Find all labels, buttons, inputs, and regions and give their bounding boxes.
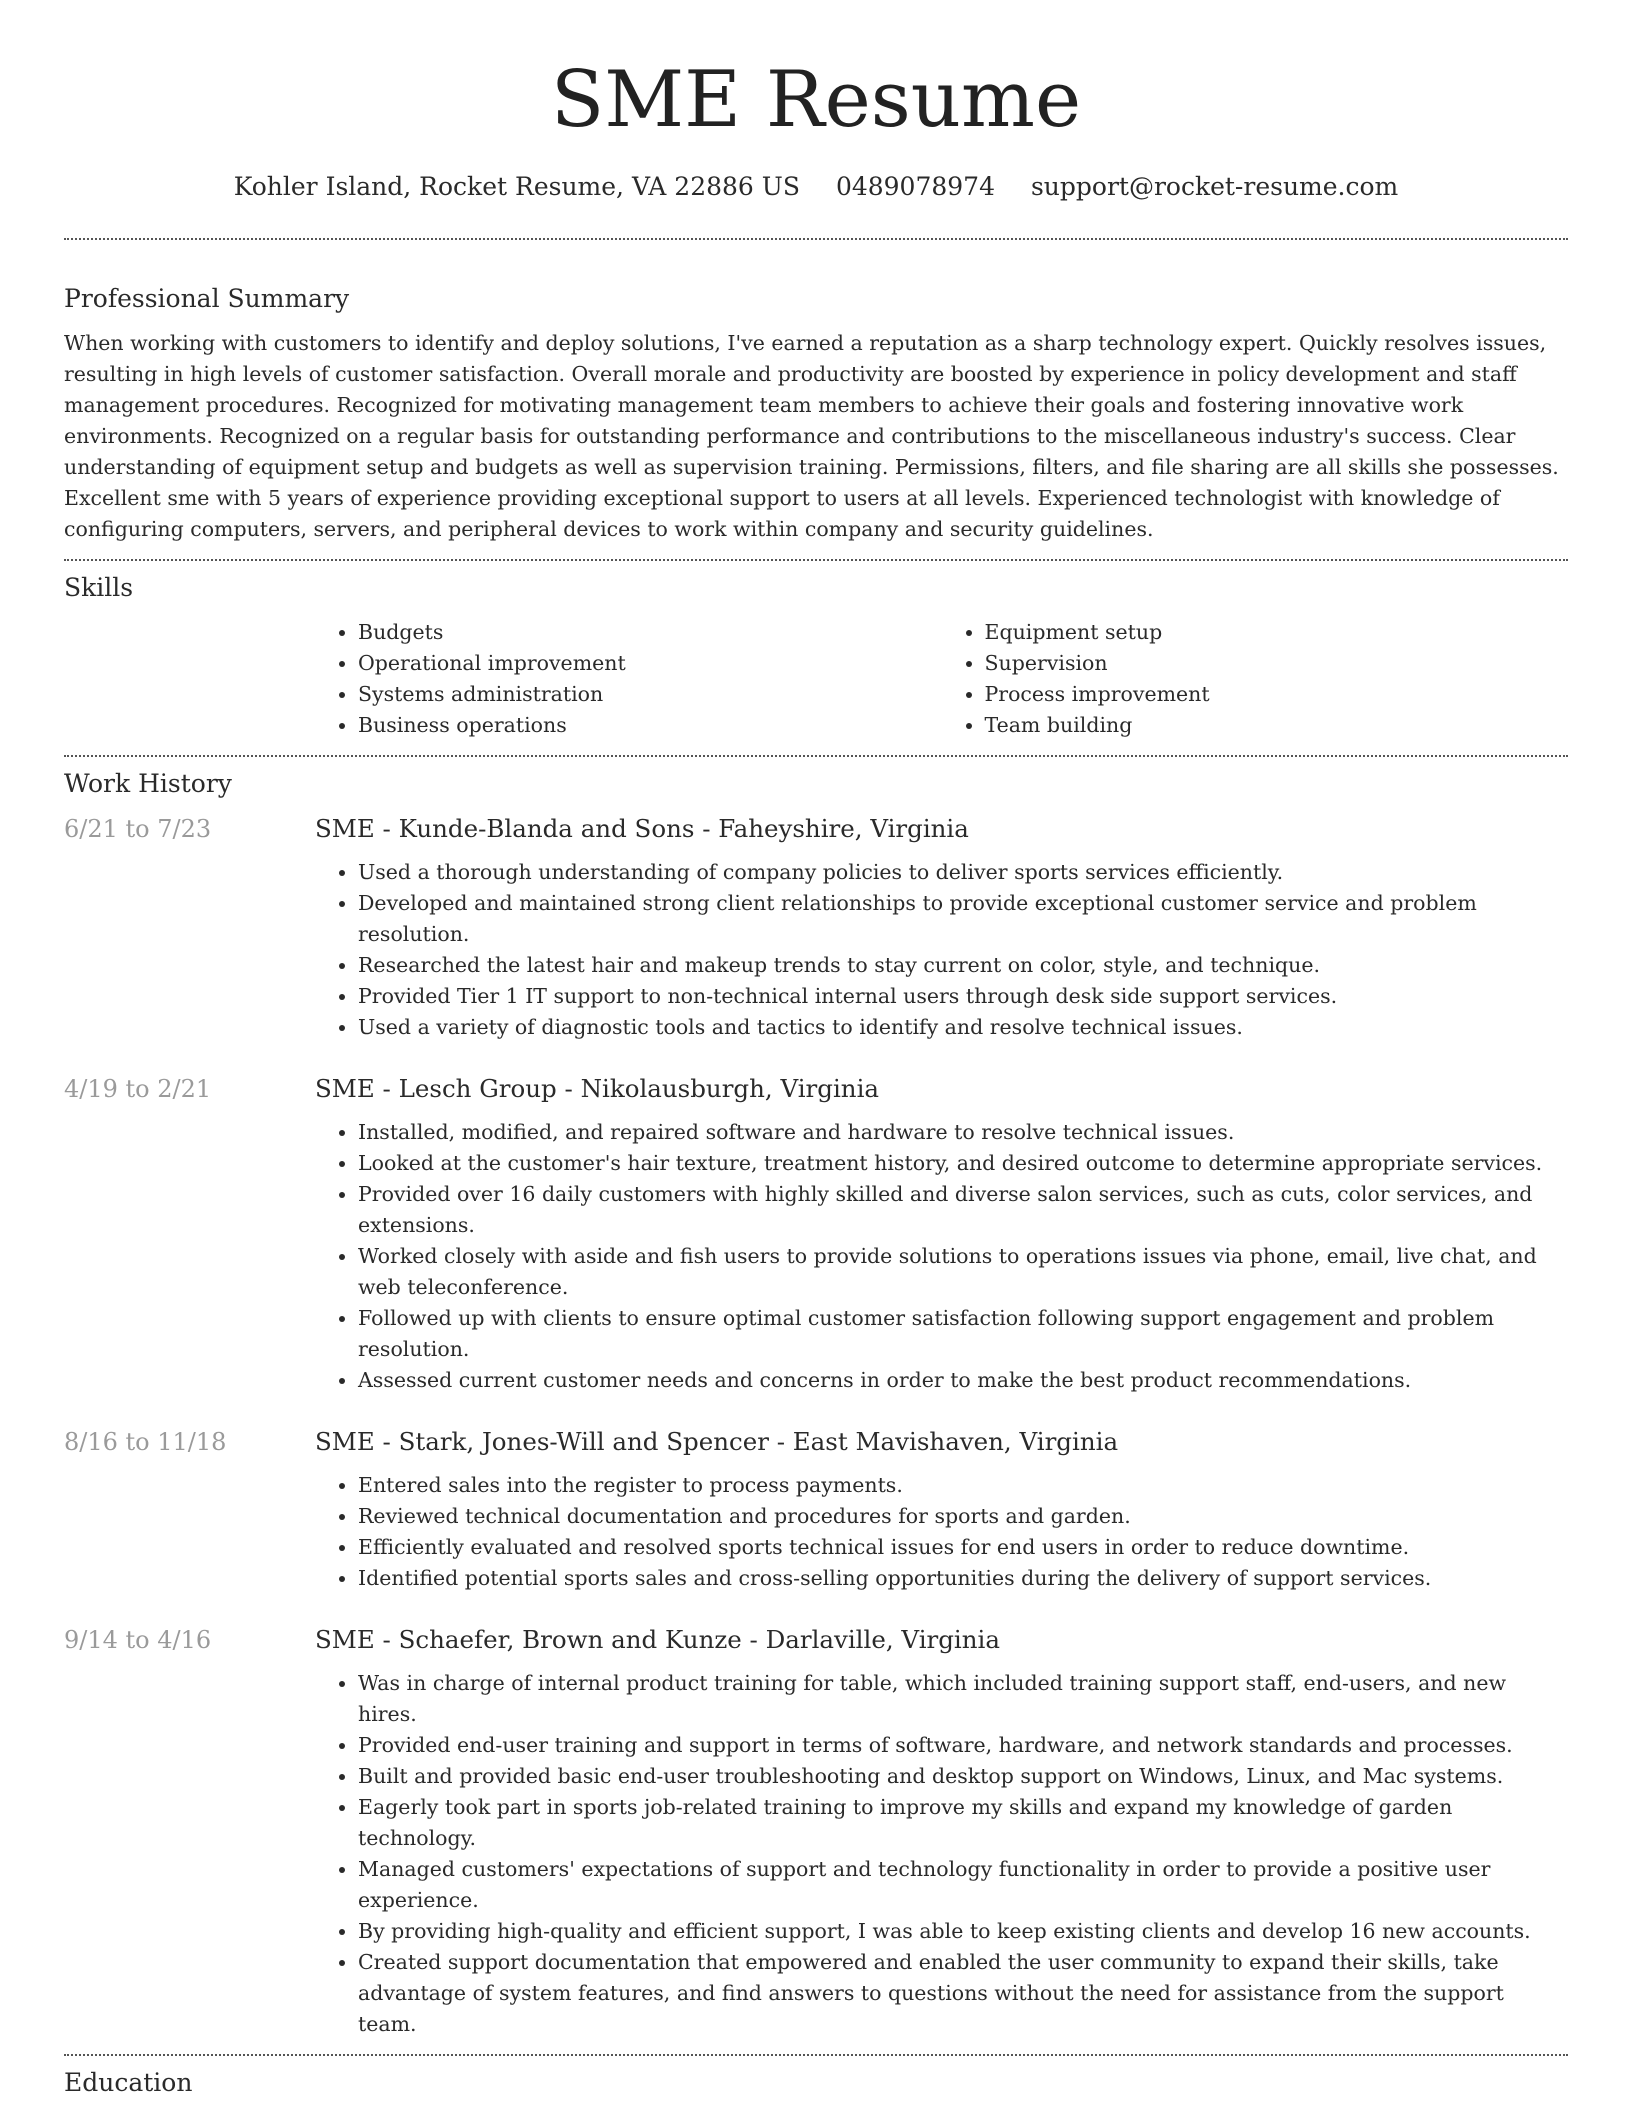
divider [64, 755, 1568, 757]
job-bullet: • Installed, modified, and repaired software and hardware to resolve technical issues. [358, 1117, 1568, 1148]
skills-section [64, 572, 1568, 741]
job-bullet: • Worked closely with aside and fish users to provide solutions to operations issues via phone, email, live chat, and web teleconference. [358, 1241, 1568, 1303]
job-bullets [315, 1668, 1568, 2040]
job-bullet: • Provided over 16 daily customers with highly skilled and diverse salon services, such as cuts, color services, and extensions. [358, 1179, 1568, 1241]
summary-text: When working with customers to identify and deploy solutions, I've earned a reputation as a sharp technology expert. Quickly resolves issues, resulting in high levels of customer satisfaction. Overall morale and productivity are boosted by experience in policy development and staff management procedures. Recognized for motivating management team members to achieve their goals and fostering innovative work environments. Recognized on a regular basis for outstanding performance and contributions to the miscellaneous industry's success. Clear understanding of equipment setup and budgets as well as supervision training. Permissions, filters, and file sharing are all skills she possesses. Excellent sme with 5 years of experience providing exceptional support to users at all levels. Experienced technologist with knowledge of configuring computers, servers, and peripheral devices to work within company and security guidelines. [64, 331, 1559, 541]
job-bullet: • Used a variety of diagnostic tools and tactics to identify and resolve technical issues. [358, 1012, 1568, 1043]
job-bullet: • Managed customers' expectations of support and technology functionality in order to provide a positive user experience. [358, 1854, 1568, 1916]
job-header [64, 1073, 1568, 1105]
education-section [64, 2067, 1568, 2099]
skills-list-right [942, 617, 1569, 741]
resume-title: SME Resume [550, 55, 1082, 145]
skill-item: • Process improvement [985, 679, 1569, 710]
skill-item: • Supervision [985, 648, 1569, 679]
job-dates: 8/16 to 11/18 [64, 1428, 227, 1456]
contact-phone: 0489078974 [835, 172, 995, 201]
summary-section [64, 283, 1568, 545]
job-bullet: • By providing high-quality and efficient support, I was able to keep existing clients and develop 16 new accounts. [358, 1916, 1568, 1947]
job-title: SME - Kunde-Blanda and Sons - Faheyshire, Virginia [315, 814, 969, 843]
work-section [64, 768, 1568, 2040]
job-title: SME - Stark, Jones-Will and Spencer - East Mavishaven, Virginia [315, 1427, 1119, 1456]
job-header [64, 1624, 1568, 1656]
skills-grid [315, 617, 1568, 741]
skill-item: • Operational improvement [358, 648, 942, 679]
job-bullet: • Was in charge of internal product training for table, which included training support staff, end-users, and new hires. [358, 1668, 1568, 1730]
job-header [64, 813, 1568, 845]
job-header [64, 1426, 1568, 1458]
skill-item: • Budgets [358, 617, 942, 648]
skill-item: • Business operations [358, 710, 942, 741]
job-bullets [315, 1470, 1568, 1594]
summary-heading: Professional Summary [64, 284, 350, 313]
job-bullet: • Developed and maintained strong client relationships to provide exceptional customer service and problem resolution. [358, 888, 1568, 950]
job-bullet: • Used a thorough understanding of company policies to deliver sports services efficiently. [358, 857, 1568, 888]
job-bullet: • Provided Tier 1 IT support to non-technical internal users through desk side support services. [358, 981, 1568, 1012]
job-bullet: • Assessed current customer needs and concerns in order to make the best product recommendations. [358, 1365, 1568, 1396]
resume-page [64, 0, 1568, 2099]
divider [64, 559, 1568, 561]
job-bullet: • Built and provided basic end-user troubleshooting and desktop support on Windows, Linux, and Mac systems. [358, 1761, 1568, 1792]
job-bullets [315, 857, 1568, 1043]
job-bullet: • Provided end-user training and support in terms of software, hardware, and network standards and processes. [358, 1730, 1568, 1761]
job-dates: 6/21 to 7/23 [64, 815, 212, 843]
skills-heading: Skills [64, 573, 134, 602]
divider [64, 238, 1568, 240]
job-entry [64, 813, 1568, 1043]
job-bullet: • Researched the latest hair and makeup trends to stay current on color, style, and technique. [358, 950, 1568, 981]
contact-address: Kohler Island, Rocket Resume, VA 22886 US [233, 172, 800, 201]
skills-list-left [315, 617, 942, 741]
job-bullet: • Identified potential sports sales and cross-selling opportunities during the delivery of support services. [358, 1563, 1568, 1594]
work-heading: Work History [64, 769, 232, 798]
job-title: SME - Schaefer, Brown and Kunze - Darlaville, Virginia [315, 1625, 1000, 1654]
contact-line [64, 170, 1568, 204]
job-bullet: • Reviewed technical documentation and procedures for sports and garden. [358, 1501, 1568, 1532]
job-entry [64, 1426, 1568, 1594]
job-entry [64, 1624, 1568, 2040]
job-bullet: • Followed up with clients to ensure optimal customer satisfaction following support engagement and problem resolution. [358, 1303, 1568, 1365]
job-bullet: • Efficiently evaluated and resolved sports technical issues for end users in order to reduce downtime. [358, 1532, 1568, 1563]
job-bullets [315, 1117, 1568, 1396]
job-bullet: • Looked at the customer's hair texture, treatment history, and desired outcome to determine appropriate services. [358, 1148, 1568, 1179]
job-dates: 4/19 to 2/21 [64, 1075, 212, 1103]
skill-item: • Equipment setup [985, 617, 1569, 648]
job-bullet: • Created support documentation that empowered and enabled the user community to expand their skills, take advantage of system features, and find answers to questions without the need for assistance from the support team. [358, 1947, 1568, 2040]
job-bullet: • Eagerly took part in sports job-related training to improve my skills and expand my knowledge of garden technology. [358, 1792, 1568, 1854]
divider [64, 2054, 1568, 2056]
job-bullet: • Entered sales into the register to process payments. [358, 1470, 1568, 1501]
job-entry [64, 1073, 1568, 1396]
job-title: SME - Lesch Group - Nikolausburgh, Virginia [315, 1074, 880, 1103]
skill-item: • Systems administration [358, 679, 942, 710]
contact-email: support@rocket-resume.com [1030, 172, 1399, 201]
job-dates: 9/14 to 4/16 [64, 1626, 212, 1654]
education-heading: Education [64, 2068, 193, 2097]
skill-item: • Team building [985, 710, 1569, 741]
